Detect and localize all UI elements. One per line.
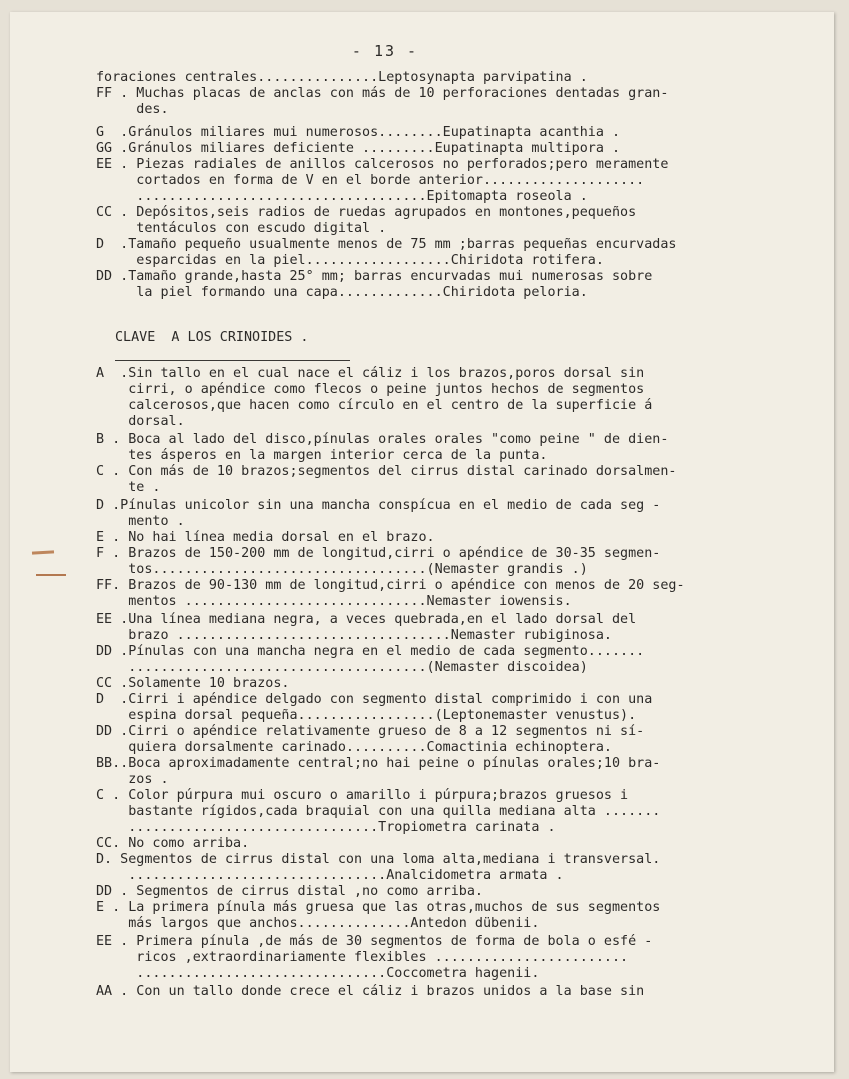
text-line: la piel formando una capa.............Chiridota peloria.	[96, 285, 588, 300]
text-line: D .Cirri i apéndice delgado con segmento distal comprimido i con una	[96, 692, 653, 707]
text-line: EE .Una línea mediana negra, a veces quebrada,en el lado dorsal del	[96, 612, 637, 627]
text-line: quiera dorsalmente carinado..........Comactinia echinoptera.	[96, 740, 612, 755]
text-line: cortados en forma de V en el borde anterior....................	[96, 173, 645, 188]
text-line: brazo ..................................Nemaster rubiginosa.	[96, 628, 612, 643]
text-line: G .Gránulos miliares mui numerosos........Eupatinapta acanthia .	[96, 125, 621, 140]
text-line: tentáculos con escudo digital .	[96, 221, 387, 236]
text-line: foraciones centrales...............Leptosynapta parvipatina .	[96, 70, 588, 85]
text-line: des.	[96, 102, 169, 117]
text-line: más largos que anchos..............Antedon dübenii.	[96, 916, 540, 931]
text-line: C . Con más de 10 brazos;segmentos del cirrus distal carinado dorsalmen-	[96, 464, 677, 479]
text-line: ricos ,extraordinariamente flexibles ........................	[96, 950, 629, 965]
text-line: tos..................................(Nemaster grandis .)	[96, 562, 588, 577]
text-line: mento .	[96, 514, 185, 529]
text-line: CC. No como arriba.	[96, 836, 250, 851]
text-line: D. Segmentos de cirrus distal con una loma alta,mediana i transversal.	[96, 852, 661, 867]
text-line: esparcidas en la piel..................Chiridota rotifera.	[96, 253, 604, 268]
text-line: AA . Con un tallo donde crece el cáliz i brazos unidos a la base sin	[96, 984, 645, 999]
heading-underline	[115, 360, 350, 361]
text-line: B . Boca al lado del disco,pínulas orales orales "como peine " de dien-	[96, 432, 669, 447]
text-line: zos .	[96, 772, 169, 787]
text-line: FF. Brazos de 90-130 mm de longitud,cirri o apéndice con menos de 20 seg-	[96, 578, 685, 593]
text-line: DD .Pínulas con una mancha negra en el medio de cada segmento.......	[96, 644, 645, 659]
pencil-mark	[36, 574, 66, 576]
text-line: F . Brazos de 150-200 mm de longitud,cirri o apéndice de 30-35 segmen-	[96, 546, 661, 561]
text-line: E . La primera pínula más gruesa que las otras,muchos de sus segmentos	[96, 900, 661, 915]
text-line: espina dorsal pequeña.................(Leptonemaster venustus).	[96, 708, 637, 723]
page-number: - 13 -	[351, 42, 419, 60]
text-line: calcerosos,que hacen como círculo en el centro de la superficie á	[96, 398, 653, 413]
text-line: CC .Solamente 10 brazos.	[96, 676, 290, 691]
text-line: EE . Primera pínula ,de más de 30 segmentos de forma de bola o esfé -	[96, 934, 653, 949]
text-line: dorsal.	[96, 414, 185, 429]
text-line: tes ásperos en la margen interior cerca de la punta.	[96, 448, 548, 463]
text-line: D .Pínulas unicolor sin una mancha conspícua en el medio de cada seg -	[96, 498, 661, 513]
text-line: ...............................Tropiometra carinata .	[96, 820, 556, 835]
text-line: .....................................(Nemaster discoidea)	[96, 660, 588, 675]
section-heading: CLAVE A LOS CRINOIDES .	[115, 330, 309, 345]
text-line: GG .Gránulos miliares deficiente .........Eupatinapta multipora .	[96, 141, 621, 156]
text-line: EE . Piezas radiales de anillos calcerosos no perforados;pero meramente	[96, 157, 669, 172]
text-line: DD .Cirri o apéndice relativamente grueso de 8 a 12 segmentos ni sí-	[96, 724, 645, 739]
text-line: DD . Segmentos de cirrus distal ,no como arriba.	[96, 884, 483, 899]
text-line: BB..Boca aproximadamente central;no hai peine o pínulas orales;10 bra-	[96, 756, 661, 771]
text-line: ...............................Coccometra hagenii.	[96, 966, 540, 981]
text-line: cirri, o apéndice como flecos o peine juntos hechos de segmentos	[96, 382, 645, 397]
text-line: bastante rígidos,cada braquial con una quilla mediana alta .......	[96, 804, 661, 819]
text-line: E . No hai línea media dorsal en el brazo.	[96, 530, 435, 545]
text-line: te .	[96, 480, 161, 495]
text-line: A .Sin tallo en el cual nace el cáliz i los brazos,poros dorsal sin	[96, 366, 645, 381]
text-line: mentos ..............................Nemaster iowensis.	[96, 594, 572, 609]
text-line: DD .Tamaño grande,hasta 25° mm; barras encurvadas mui numerosas sobre	[96, 269, 653, 284]
text-line: C . Color púrpura mui oscuro o amarillo i púrpura;brazos gruesos i	[96, 788, 629, 803]
text-line: D .Tamaño pequeño usualmente menos de 75 mm ;barras pequeñas encurvadas	[96, 237, 677, 252]
text-line: ................................Analcidometra armata .	[96, 868, 564, 883]
text-line: ....................................Epitomapta roseola .	[96, 189, 588, 204]
text-line: CC . Depósitos,seis radios de ruedas agrupados en montones,pequeños	[96, 205, 637, 220]
text-line: FF . Muchas placas de anclas con más de 10 perforaciones dentadas gran-	[96, 86, 669, 101]
